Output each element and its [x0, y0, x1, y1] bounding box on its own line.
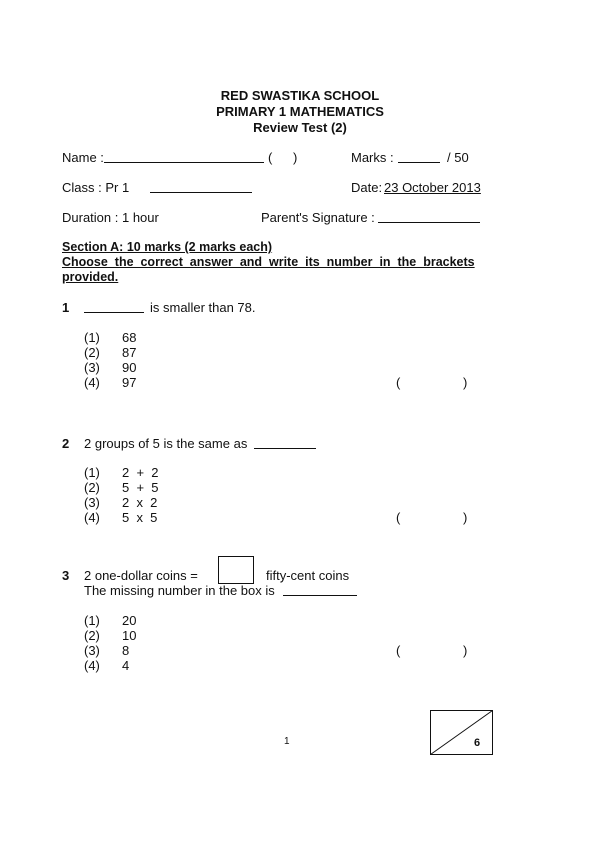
- option-number: (1): [84, 330, 100, 345]
- option-number: (3): [84, 495, 100, 510]
- signature-field[interactable]: [378, 210, 480, 223]
- test-title: Review Test (2): [253, 120, 347, 135]
- option-number: (2): [84, 480, 100, 495]
- question-1-option-1: [84, 330, 136, 345]
- option-number: (1): [84, 465, 100, 480]
- register-number-close: ): [293, 150, 298, 165]
- marks-total: / 50: [447, 150, 469, 165]
- marks-label: Marks :: [351, 150, 394, 165]
- option-text: 68: [122, 330, 137, 345]
- option-number: (2): [84, 628, 100, 643]
- subject-title: PRIMARY 1 MATHEMATICS: [216, 104, 384, 119]
- question-1-option-3: [84, 360, 136, 375]
- section-title: Section A: 10 marks (2 marks each): [62, 240, 273, 254]
- option-number: (2): [84, 345, 100, 360]
- question-3-answer-open: (: [396, 643, 401, 658]
- question-1-answer-open: (: [396, 375, 401, 390]
- class-field[interactable]: [150, 180, 252, 193]
- option-text: 20: [122, 613, 137, 628]
- page-number: 1: [284, 736, 290, 747]
- option-text: 10: [122, 628, 137, 643]
- option-text: 87: [122, 345, 137, 360]
- score-box-diagonal: [431, 711, 493, 755]
- option-number: (4): [84, 375, 100, 390]
- question-2-option-2: [84, 480, 159, 495]
- option-number: (1): [84, 613, 100, 628]
- question-3-option-4: [84, 658, 129, 673]
- question-1-option-2: [84, 345, 136, 360]
- question-3-answer-box: [218, 556, 254, 584]
- question-3-answer-close: ): [463, 643, 468, 658]
- option-number: (3): [84, 360, 100, 375]
- question-2-option-1: [84, 465, 159, 480]
- option-text: 5 x 5: [122, 510, 158, 525]
- score-box-value: 6: [474, 737, 481, 749]
- school-name: RED SWASTIKA SCHOOL: [220, 88, 380, 103]
- question-2-option-3: [84, 495, 157, 510]
- section-instruction-line1: Choose the correct answer and write its number in the brackets: [62, 255, 475, 269]
- question-1-answer-close: ): [463, 375, 468, 390]
- date-label: Date:: [351, 180, 383, 195]
- option-text: 97: [122, 375, 137, 390]
- section-instruction-line2: provided.: [62, 270, 119, 284]
- question-2-option-4: [84, 510, 157, 525]
- question-3-text: 2 one-dollar coins =: [84, 568, 198, 583]
- question-3-text-line2: The missing number in the box is: [84, 583, 275, 598]
- option-text: 8: [122, 643, 130, 658]
- question-2-number: 2: [62, 436, 70, 451]
- option-text: 2 + 2: [122, 465, 159, 480]
- option-number: (4): [84, 510, 100, 525]
- question-1-option-4: [84, 375, 136, 390]
- question-3-option-3: [84, 643, 129, 658]
- question-3-blank: [283, 583, 357, 596]
- option-text: 2 x 2: [122, 495, 158, 510]
- score-box: [430, 710, 494, 756]
- name-field[interactable]: [104, 150, 264, 163]
- option-number: (4): [84, 658, 100, 673]
- name-label: Name :: [62, 150, 104, 165]
- question-3-option-1: [84, 613, 136, 628]
- option-text: 5 + 5: [122, 480, 159, 495]
- option-number: (3): [84, 643, 100, 658]
- signature-label: Parent's Signature :: [261, 210, 375, 225]
- option-text: 4: [122, 658, 130, 673]
- question-3-option-2: [84, 628, 136, 643]
- question-2-text: 2 groups of 5 is the same as: [84, 436, 248, 451]
- question-1-blank: [84, 300, 144, 313]
- question-2-answer-close: ): [463, 510, 468, 525]
- question-2-answer-open: (: [396, 510, 401, 525]
- question-1-text: is smaller than 78.: [150, 300, 256, 315]
- question-1-number: 1: [62, 300, 70, 315]
- question-3-text-after: fifty-cent coins: [266, 568, 350, 583]
- marks-field[interactable]: [398, 150, 440, 163]
- class-label: Class : Pr 1: [62, 180, 130, 195]
- date-value: 23 October 2013: [384, 180, 481, 195]
- duration-label: Duration : 1 hour: [62, 210, 159, 225]
- register-number-open: (: [268, 150, 273, 165]
- option-text: 90: [122, 360, 137, 375]
- question-3-number: 3: [62, 568, 70, 583]
- question-2-blank: [254, 436, 316, 449]
